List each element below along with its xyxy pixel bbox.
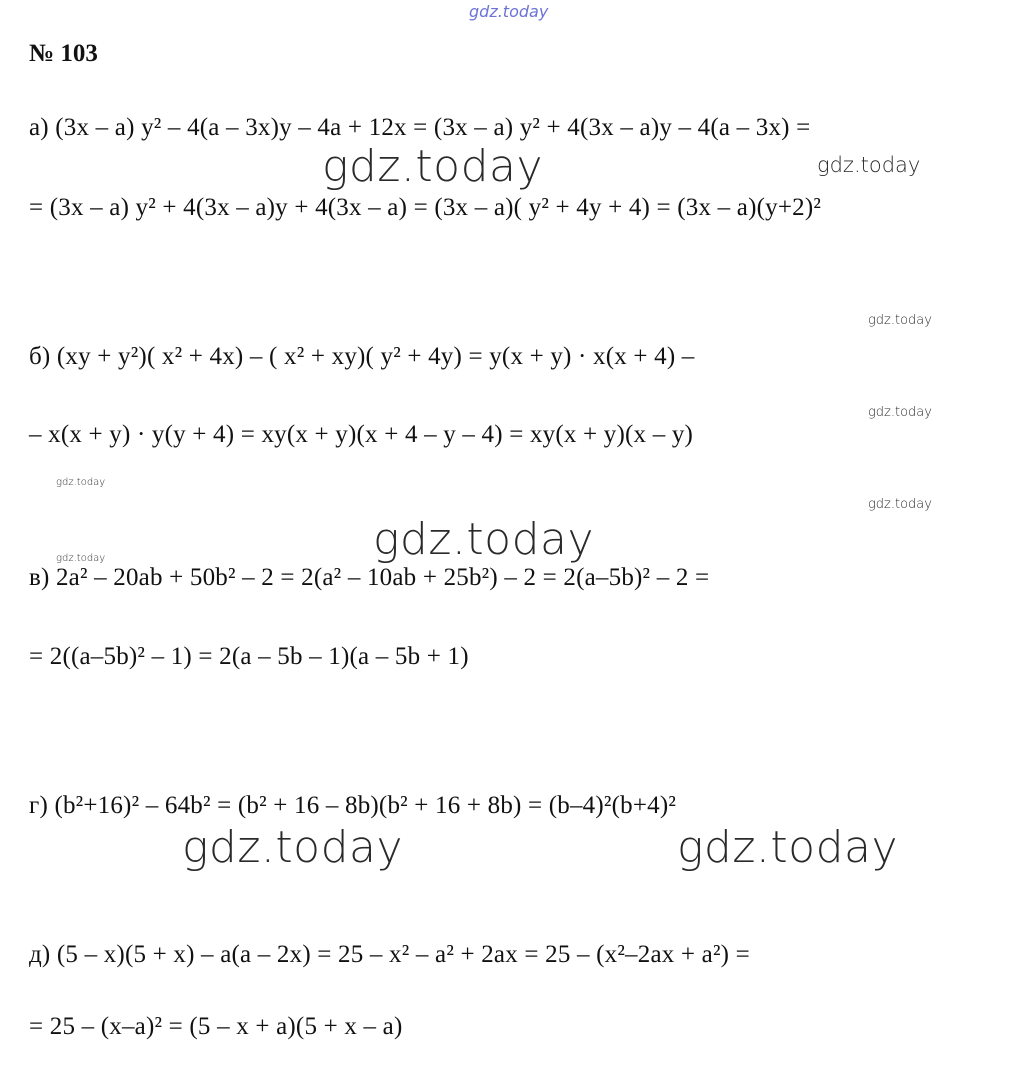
equation-g-label: г) bbox=[29, 792, 48, 819]
equation-v-line1 bbox=[29, 564, 709, 592]
equation-b-line1-text: (xy + y²)( x² + 4x) – ( x² + xy)( y² + 4y) = y(x + y) · x(x + 4) – bbox=[56, 343, 695, 370]
watermark-large-c: gdz.today bbox=[182, 822, 404, 873]
equation-a-line2-text: = (3x – a) y² + 4(3x – a)y + 4(3x – a) = (3x – a)( y² + 4y + 4) = (3x – a)(y+2)² bbox=[29, 194, 822, 221]
watermark-small-2: gdz.today bbox=[868, 405, 932, 420]
equation-g-line1-text: (b²+16)² – 64b² = (b² + 16 – 8b)(b² + 16 + 8b) = (b–4)²(b+4)² bbox=[54, 792, 677, 819]
watermark-tiny-2: gdz.today bbox=[56, 553, 106, 564]
equation-b-line1 bbox=[29, 343, 695, 371]
equation-g-line1 bbox=[29, 792, 676, 820]
equation-d-label: д) bbox=[29, 941, 51, 968]
watermark-large-a: gdz.today bbox=[322, 141, 544, 192]
equation-v-line2 bbox=[29, 643, 469, 671]
equation-d-line2-text: = 25 – (x–a)² = (5 – x + a)(5 + x – a) bbox=[29, 1013, 403, 1040]
equation-a-line1-text: (3x – a) y² – 4(a – 3x)y – 4a + 12x = (3x – a) y² + 4(3x – a)y – 4(a – 3x) = bbox=[55, 114, 811, 141]
problem-number: № 103 bbox=[29, 40, 98, 67]
equation-d-line1-text: (5 – x)(5 + x) – a(a – 2x) = 25 – x² – a² + 2ax = 25 – (x²–2ax + a²) = bbox=[56, 941, 750, 968]
equation-v-line2-text: = 2((a–5b)² – 1) = 2(a – 5b – 1)(a – 5b + 1) bbox=[29, 643, 469, 670]
watermark-small-1: gdz.today bbox=[868, 313, 932, 328]
equation-d-line2 bbox=[29, 1013, 402, 1041]
equation-a-label: а) bbox=[29, 114, 49, 141]
watermark-large-d: gdz.today bbox=[677, 822, 899, 873]
watermark-small-3: gdz.today bbox=[868, 497, 932, 512]
equation-d-line1 bbox=[29, 941, 750, 969]
equation-v-label: в) bbox=[29, 564, 50, 591]
equation-b-line2-text: – x(x + y) · y(y + 4) = xy(x + y)(x + 4 – y – 4) = xy(x + y)(x – y) bbox=[29, 421, 694, 448]
equation-b-label: б) bbox=[29, 343, 51, 370]
watermark-large-b: gdz.today bbox=[373, 514, 595, 565]
watermark-medium-a: gdz.today bbox=[817, 153, 921, 177]
watermark-top: gdz.today bbox=[469, 2, 549, 21]
watermark-tiny-1: gdz.today bbox=[56, 477, 106, 488]
equation-a-line1 bbox=[29, 114, 810, 142]
equation-a-line2 bbox=[29, 194, 821, 222]
equation-b-line2 bbox=[29, 421, 693, 449]
equation-v-line1-text: 2a² – 20ab + 50b² – 2 = 2(a² – 10ab + 25b²) – 2 = 2(a–5b)² – 2 = bbox=[55, 564, 710, 591]
